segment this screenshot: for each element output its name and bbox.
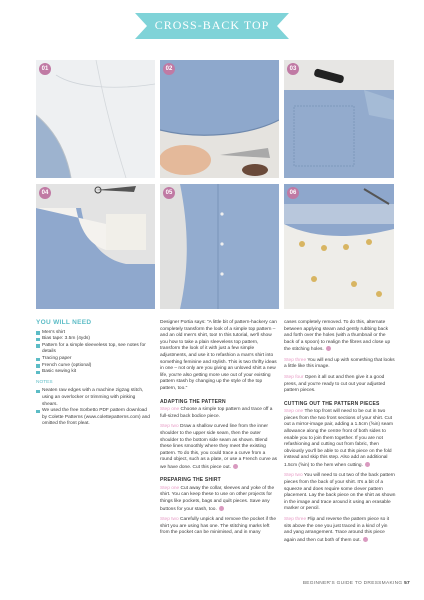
step-label: Step three [284, 357, 307, 363]
page-title: CROSS-BACK TOP [154, 18, 270, 32]
end-dot-icon [219, 506, 224, 511]
cutting-step-two [284, 473, 396, 513]
photo-step-05 [160, 184, 279, 309]
photo-step-04 [36, 184, 155, 309]
end-dot-icon [363, 537, 368, 542]
photo-step-02 [160, 60, 279, 178]
step-label: Step one [160, 407, 180, 413]
need-item: Basic sewing kit [36, 369, 152, 376]
photo-step-06 [284, 184, 394, 309]
column-2 [160, 320, 278, 541]
end-dot-icon [233, 464, 238, 469]
photo-06-image [284, 184, 394, 309]
cutting-step-one [284, 409, 396, 469]
preparing-step-four [284, 375, 396, 395]
step-text: Cut away the collar, sleeves and yoke of the shirt. You can keep these to use on other projects for things like pockets, bags and quilt pieces. Save any buttons for your stash, too. [160, 485, 275, 512]
banner-rule-bottom [150, 41, 274, 42]
step-label: Step one [160, 485, 180, 491]
continued-text: cases completely removed. To do this, alternate between applying steam and gently rubbing back and forth over the holes (with a thumbnail or the back of a spoon) to realign the fibres and close up the stitching holes. [284, 320, 391, 353]
step-badge-04: 04 [39, 187, 51, 199]
title-banner [147, 13, 277, 39]
note-item: Neaten raw edges with a machine zigzag stitch, using an overlocker or trimming with pinking shears. [36, 388, 152, 408]
step-text: The top front will need to be cut in two pieces from the two front sections of your shirt. Cut out a mirror-image pair, adding a 1.5cm (⅝in) seam allowance along the centre front of both sides to enable you to join them together. If you are not refashioning and cutting out from fabric, then obviously you'll be able to cut this piece on the fold instead and skip this step. Also add an additional 1.5cm (⅝in) to the hem when cutting. [284, 409, 394, 468]
photo-04-image [36, 184, 155, 309]
step-label: Step four [284, 374, 304, 380]
photo-03-image [284, 60, 394, 178]
photo-01-image [36, 60, 155, 178]
adapting-step-two [160, 424, 278, 471]
need-item: French curve (optional) [36, 363, 152, 370]
step-text: Choose a simple top pattern and trace off a full-sized back bodice piece. [160, 407, 273, 419]
column-1 [36, 320, 152, 428]
page-footer [303, 581, 410, 586]
step-text: You will end up with something that looks a little like this image. [284, 357, 395, 370]
step-badge-01: 01 [39, 63, 51, 75]
step-text: You will need to cut two of the back pattern pieces from the back of your shirt. It's a bit of a squeeze and does require some clever pattern placement. Lay the back piece on the shirt as shown in the image and trace around it using an erasable marker or pencil. [284, 473, 396, 512]
banner-rule-top [150, 11, 274, 12]
footer-publication: BEGINNER'S GUIDE TO DRESSMAKING [302, 581, 403, 586]
page-number: 57 [404, 581, 410, 586]
preparing-step-two [160, 517, 278, 537]
step-label: Step two [284, 473, 303, 479]
step-text: Draw a shallow curved line from the inner shoulder to the upper side seam, then the outer shoulder to the bottom side seam as shown. Blend these lines smoothly where they meet the existing pattern. To do this, you could trace a curve from a round object, such as a plate, or use a French curve as we have done. Cut this piece out. [160, 424, 278, 470]
step-text: Carefully unpick and remove the pocket if the shirt you are using has one. The stitching marks left from the pocket can be minimised, and in many [160, 516, 276, 536]
step-label: Step three [284, 516, 307, 522]
note-item: We used the free Sorbetto PDF pattern download by Colette Patterns (www.colettepatterns.com) and omitted the front pleat. [36, 408, 152, 428]
step-text: Open it all out and then give it a good press, and you're ready to cut out your adjusted pattern pieces. [284, 374, 386, 394]
end-dot-icon [365, 462, 370, 467]
step-badge-03: 03 [287, 63, 299, 75]
preparing-step-three [284, 358, 396, 371]
intro-paragraph: Designer Portia says: "A little bit of pattern-hackery can completely transform the look of a simple top pattern – and an old men's shirt, too! In this tutorial, we'll show you how to take a plain sleeveless top pattern, transform the look of it with just a few simple adjustments, and use it to refashion a man's shirt into something feminine and stylish. This is two thrifty ideas in one – not only are you giving an unloved shirt a new life, you're also getting more use out of your existing pattern stash by changing up the style of the top pattern, too." [160, 320, 277, 391]
need-item: Bias tape: 3.5m (4yds) [36, 336, 152, 343]
end-dot-icon [326, 346, 331, 351]
step-badge-02: 02 [163, 63, 175, 75]
step-text: Flip and reverse the pattern piece so it sits above the one you just traced in a kind of yin and yang arrangement. Trace around this piece again and then cut both of them out. [284, 516, 390, 543]
photo-step-03 [284, 60, 394, 178]
need-item: Pattern for a simple sleeveless top, see notes for details [36, 343, 152, 356]
adapting-step-one [160, 407, 278, 420]
cutting-heading: CUTTING OUT THE PATTERN PIECES [284, 400, 380, 407]
column-3 [284, 320, 396, 548]
photo-step-01 [36, 60, 155, 178]
adapting-heading: ADAPTING THE PATTERN [160, 398, 226, 405]
photo-05-image [160, 184, 279, 309]
preparing-heading: PREPARING THE SHIRT [160, 477, 221, 484]
step-label: Step one [284, 409, 304, 415]
preparing-step-one [160, 486, 278, 513]
cutting-step-three [284, 517, 396, 544]
you-will-need-heading: YOU WILL NEED [36, 319, 92, 326]
need-item: Tracing paper [36, 356, 152, 363]
continued-paragraph [284, 320, 396, 354]
step-label: Step two [160, 424, 179, 430]
photo-02-image [160, 60, 279, 178]
step-label: Step two [160, 516, 179, 522]
need-item: Men's shirt [36, 330, 152, 337]
step-badge-06: 06 [287, 187, 299, 199]
step-badge-05: 05 [163, 187, 175, 199]
notes-heading: NOTES [36, 379, 53, 385]
